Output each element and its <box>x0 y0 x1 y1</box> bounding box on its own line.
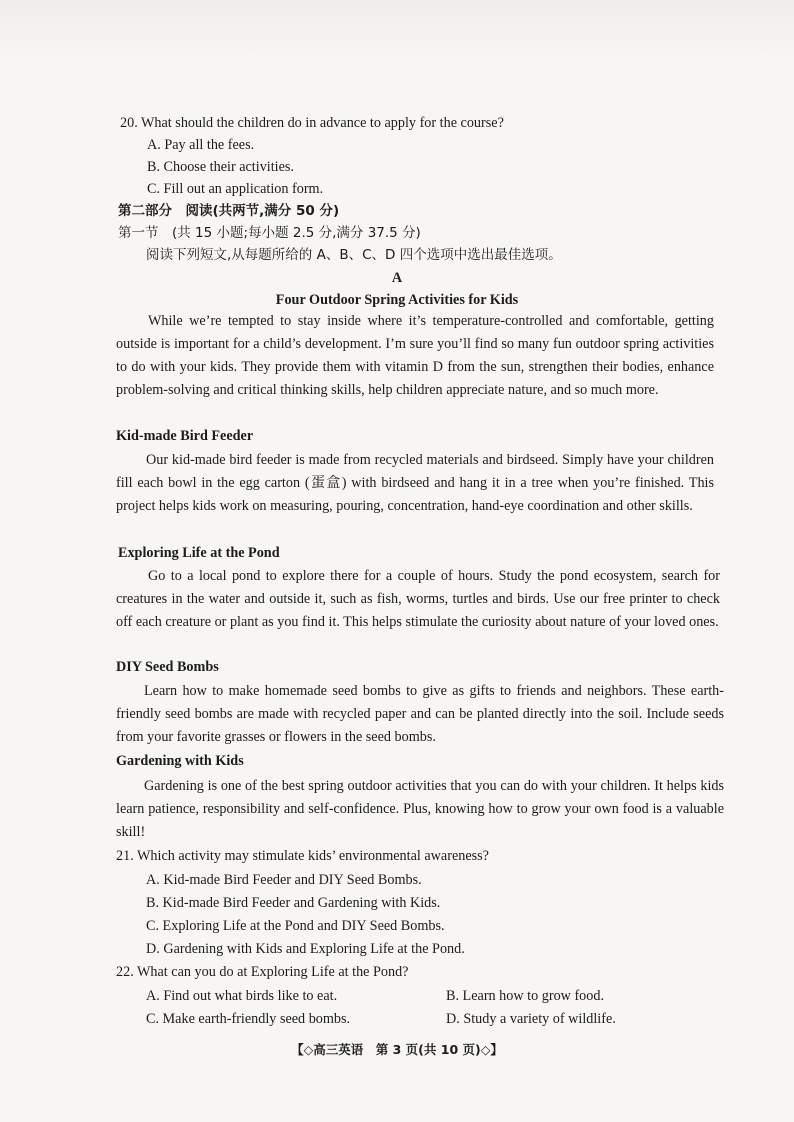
section-text-seed-bombs: Learn how to make homemade seed bombs to give as gifts to friends and neighbors. These earth-friendly seed bombs are made with recycled paper and can be planted directly into the soil. Include seeds from your favorite grasses or flowers in the seed bombs. <box>116 683 724 745</box>
part2-heading: 第二部分 阅读(共两节,满分 50 分) <box>118 203 340 219</box>
q20-option-c: C. Fill out an application form. <box>147 181 324 197</box>
section-text-bird-feeder: Our kid-made bird feeder is made from recycled materials and birdseed. Simply have your children fill each bowl in the egg carton (蛋盒) with birdseed and hang it in a tree when you’re finished. This project helps kids work on measuring, pouring, concentration, hand-eye coordination and other skills. <box>116 452 714 514</box>
passage-letter: A <box>391 270 403 286</box>
q22-stem: 22. What can you do at Exploring Life at the Pond? <box>116 964 409 980</box>
section-text-gardening: Gardening is one of the best spring outdoor activities that you can do with your children. It helps kids learn patience, responsibility and self-confidence. Plus, knowing how to grow your own food is a valuable skill! <box>116 778 724 840</box>
passage-intro: While we’re tempted to stay inside where it’s temperature-controlled and comfortable, getting outside is important for a child’s development. I’m sure you’ll find so many fun outdoor spring activities to do with your kids. They provide them with vitamin D from the sun, strengthen their bodies, enhance problem-solving and critical thinking skills, help children appreciate nature, and so much more. <box>116 313 714 398</box>
q20-option-a: A. Pay all the fees. <box>147 137 255 153</box>
q22-option-c: C. Make earth-friendly seed bombs. <box>146 1011 351 1027</box>
q22-option-b: B. Learn how to grow food. <box>446 988 605 1004</box>
scan-shading <box>0 0 794 60</box>
section-text-pond: Go to a local pond to explore there for a couple of hours. Study the pond ecosystem, search for creatures in the water and outside it, such as fish, worms, turtles and birds. Use our free printer to check off each creature or plant as you find it. This helps stimulate the curiosity about nature of your loved ones. <box>116 568 720 630</box>
q21-option-a: A. Kid-made Bird Feeder and DIY Seed Bombs. <box>146 872 422 888</box>
section1-heading: 第一节 (共 15 小题;每小题 2.5 分,满分 37.5 分) <box>118 225 421 241</box>
q22-option-d: D. Study a variety of wildlife. <box>446 1011 616 1027</box>
q21-option-b: B. Kid-made Bird Feeder and Gardening with Kids. <box>146 895 441 911</box>
q21-stem: 21. Which activity may stimulate kids’ environmental awareness? <box>116 848 489 864</box>
page-footer: 【◇高三英语 第 3 页(共 10 页)◇】 <box>291 1042 503 1057</box>
section-title-gardening: Gardening with Kids <box>116 753 244 769</box>
q20-option-b: B. Choose their activities. <box>147 159 294 175</box>
q21-option-d: D. Gardening with Kids and Exploring Life at the Pond. <box>146 941 465 957</box>
section-title-seed-bombs: DIY Seed Bombs <box>116 659 219 675</box>
passage-title: Four Outdoor Spring Activities for Kids <box>275 292 519 308</box>
section-title-bird-feeder: Kid-made Bird Feeder <box>116 428 254 444</box>
q21-option-c: C. Exploring Life at the Pond and DIY Seed Bombs. <box>146 918 445 934</box>
section-title-pond: Exploring Life at the Pond <box>118 545 280 561</box>
q20-stem: 20. What should the children do in advance to apply for the course? <box>120 115 504 131</box>
q22-option-a: A. Find out what birds like to eat. <box>146 988 338 1004</box>
section1-instruction: 阅读下列短文,从每题所给的 A、B、C、D 四个选项中选出最佳选项。 <box>146 247 562 263</box>
